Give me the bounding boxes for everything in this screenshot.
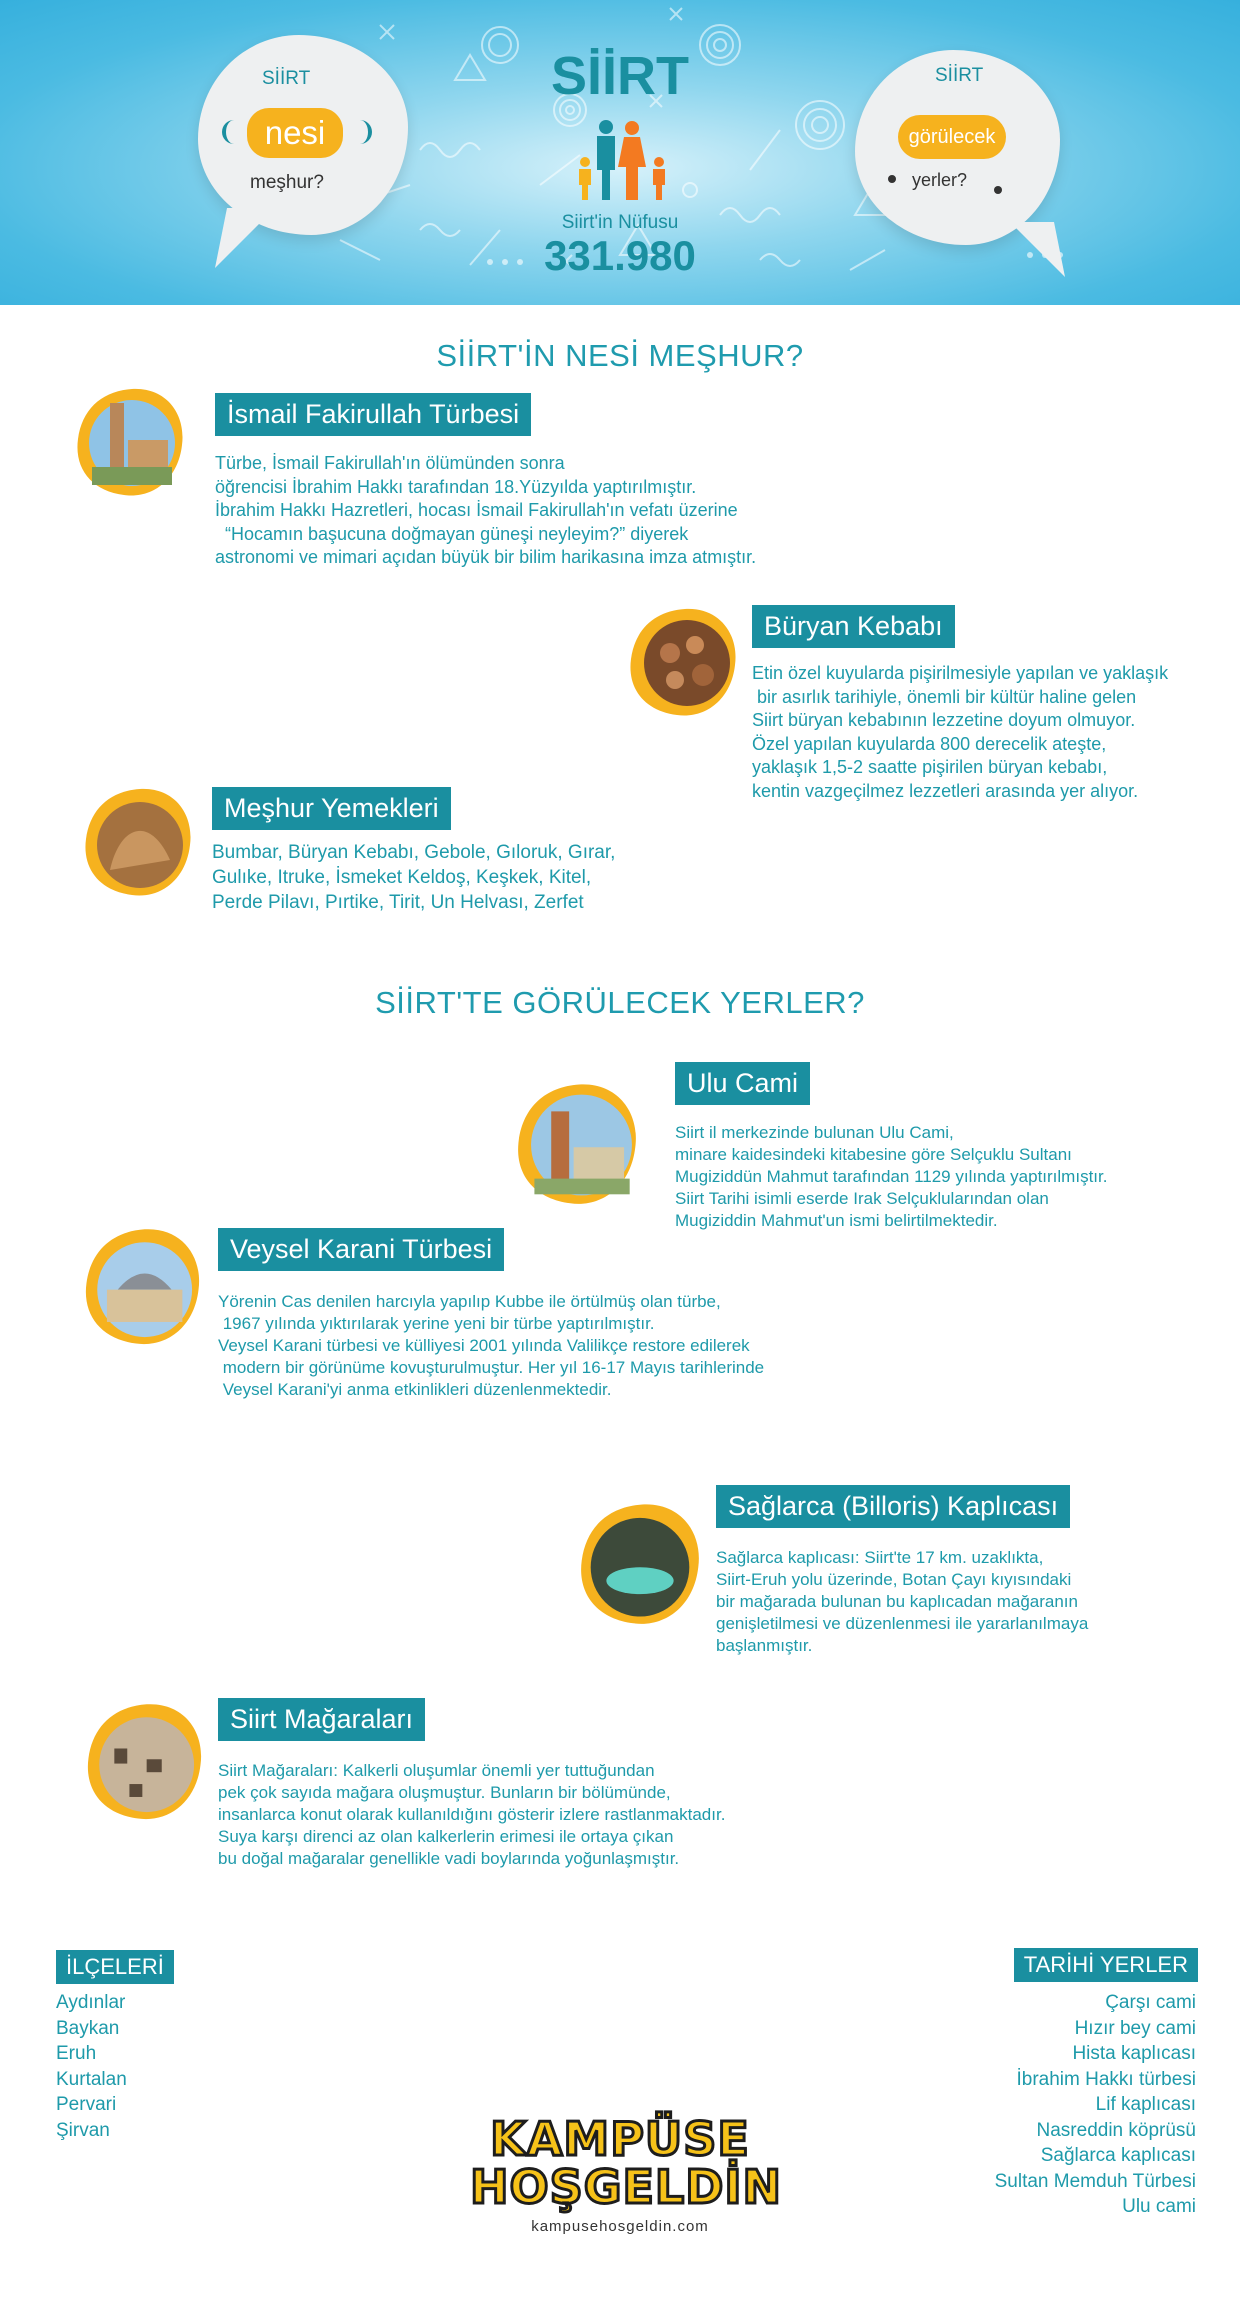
item-text-ismail-fakirullah: Türbe, İsmail Fakirullah'ın ölümünden sonra öğrencisi İbrahim Hakkı tarafından 18.Yüzyılda yaptırılmıştır. İbrahim Hakkı Hazretleri, hocası İsmail Fakirullah'ın vefatı üzerine “Hocamın başucuna doğmayan güneşi neyleyim?” diyerek astronomi ve mimari açıdan büyük bir bilim harikasına imza atmıştır.	[215, 453, 757, 567]
historic-item: Nasreddin köprüsü	[1036, 2119, 1196, 2141]
saglarca-spa-photo	[575, 1500, 705, 1630]
historic-item: Çarşı cami	[1105, 1992, 1196, 2013]
item-text-ulu-cami: Siirt il merkezinde bulunan Ulu Cami, minare kaidesindeki kitabesine göre Selçuklu Sultanı Mugiziddün Mahmut tarafından 1129 yılında yaptırılmıştır. Siirt Tarihi isimli eserde Irak Selçuklularından olan Mugiziddin Mahmut'un ismi belirtilmektedir.	[675, 1123, 1108, 1230]
district-item: Pervari	[56, 2094, 117, 2115]
left-bubble-bottom-text: meşhur?	[250, 172, 324, 193]
historic-places-heading: TARİHİ YERLER	[1014, 1948, 1198, 1982]
population-label: Siirt'in Nüfusu	[561, 212, 679, 233]
left-bubble-top-text: SİİRT	[262, 68, 311, 89]
item-title-meshur-yemekleri: Meşhur Yemekleri	[212, 787, 451, 830]
left-bubble-pill: nesi	[247, 108, 343, 158]
right-bubble-bottom-text: yerler?	[912, 170, 968, 190]
item-title-ulu-cami: Ulu Cami	[675, 1062, 810, 1105]
districts-list	[56, 1990, 127, 2143]
item-text-meshur-yemekleri: Bumbar, Büryan Kebabı, Gebole, Gıloruk, Gırar, Gulıke, Itruke, İsmeket Keldoş, Keşkek, Kitel, Perde Pilavı, Pırtike, Tirit, Un Helvası, Zerfet	[212, 842, 616, 913]
item-text-siirt-magaralari: Siirt Mağaraları: Kalkerli oluşumlar önemli yer tuttuğundan pek çok sayıda mağara oluşmuştur. Bunların bir bölümünde, insanlarca konut olarak kullanıldığını gösterir izlere rastlanmaktadır. Suya karşı direnci az olan kalkerlerin erimesi ile ortaya çıkan bu doğal mağaralar genellikle vadi boylarında yoğunlaşmıştır.	[218, 1761, 726, 1868]
historic-item: Lif kaplıcası	[1095, 2094, 1196, 2115]
district-item: Baykan	[56, 2017, 120, 2039]
item-title-ismail-fakirullah: İsmail Fakirullah Türbesi	[215, 393, 531, 436]
ulu-cami-photo	[512, 1080, 642, 1210]
right-bubble-top-text: SİİRT	[935, 65, 984, 86]
historic-item: Hızır bey cami	[1074, 2017, 1196, 2039]
family-icon	[575, 120, 670, 200]
item-text-veysel-karani: Yörenin Cas denilen harcıyla yapılıp Kubbe ile örtülmüş olan türbe, 1967 yılında yıktırılarak yerine yeni bir türbe yaptırılmıştır. Veysel Karani türbesi ve külliyesi 2001 yılında Valilikçe restore edilerek modern bir görünüme kovuşturulmuştur. Her yıl 16-17 Mayıs tarihlerinde Veysel Karani'yi anma etkinlikleri düzenlenmektedir.	[218, 1292, 765, 1399]
kampuse-hosgeldin-logo	[470, 2112, 783, 2235]
right-bubble-pill: görülecek	[898, 115, 1006, 159]
logo-url[interactable]: kampusehosgeldin.com	[531, 2218, 709, 2235]
historic-item: Sağlarca kaplıcası	[1040, 2145, 1196, 2166]
district-item: Eruh	[56, 2043, 97, 2064]
siirt-caves-photo	[82, 1700, 207, 1825]
historic-item: Ulu cami	[1122, 2196, 1196, 2217]
famous-dishes-photo	[80, 785, 196, 901]
item-text-buryan-kebabi: Etin özel kuyularda pişirilmesiyle yapılan ve yaklaşık bir asırlık tarihiyle, önemli bir kültür haline gelen Siirt büryan kebabının lezzetine doyum olmuyor. Özel yapılan kuyularda 800 derecelik ateşte, yaklaşık 1,5-2 saatte pişirilen büryan kebabı, kentin vazgeçilmez lezzetleri arasında yer alıyor.	[752, 663, 1169, 801]
districts-heading: İLÇELERİ	[56, 1950, 174, 1984]
logo-line1: KAMPÜSE	[490, 2112, 750, 2166]
historic-item: Sultan Memduh Türbesi	[994, 2170, 1196, 2192]
veysel-karani-photo	[80, 1225, 205, 1350]
district-item: Şirvan	[56, 2119, 110, 2141]
item-title-buryan-kebabi: Büryan Kebabı	[752, 605, 955, 648]
item-title-siirt-magaralari: Siirt Mağaraları	[218, 1698, 425, 1741]
logo-line2: HOŞGELDİN	[470, 2160, 783, 2214]
population-value: 331.980	[544, 232, 696, 279]
section-title-places: SİİRT'TE GÖRÜLECEK YERLER?	[375, 985, 865, 1020]
historic-item: İbrahim Hakkı türbesi	[1016, 2068, 1196, 2090]
header-banner	[0, 0, 1240, 305]
district-item: Aydınlar	[56, 1992, 126, 2013]
item-text-saglarca: Sağlarca kaplıcası: Siirt'te 17 km. uzaklıkta, Siirt-Eruh yolu üzerinde, Botan Çayı kıyısındaki bir mağarada bulunan bu kaplıcadan mağaranın genişletilmesi ve düzenlenmesi ile yararlanılmaya başlanmıştır.	[716, 1548, 1089, 1655]
page-title: SİİRT	[550, 46, 689, 106]
section-title-famous: SİİRT'İN NESİ MEŞHUR?	[436, 338, 804, 373]
item-title-saglarca: Sağlarca (Billoris) Kaplıcası	[716, 1485, 1070, 1528]
buryan-kebab-photo	[625, 605, 741, 721]
district-item: Kurtalan	[56, 2068, 127, 2090]
left-bubble-accent-icon	[222, 120, 246, 144]
dot-icon	[888, 175, 896, 183]
tomb-photo	[72, 385, 188, 501]
historic-places-list	[995, 1990, 1196, 2220]
left-bubble-accent-icon	[348, 120, 372, 144]
historic-item: Hista kaplıcası	[1072, 2043, 1196, 2064]
item-title-veysel-karani: Veysel Karani Türbesi	[218, 1228, 504, 1271]
dot-icon	[994, 186, 1002, 194]
